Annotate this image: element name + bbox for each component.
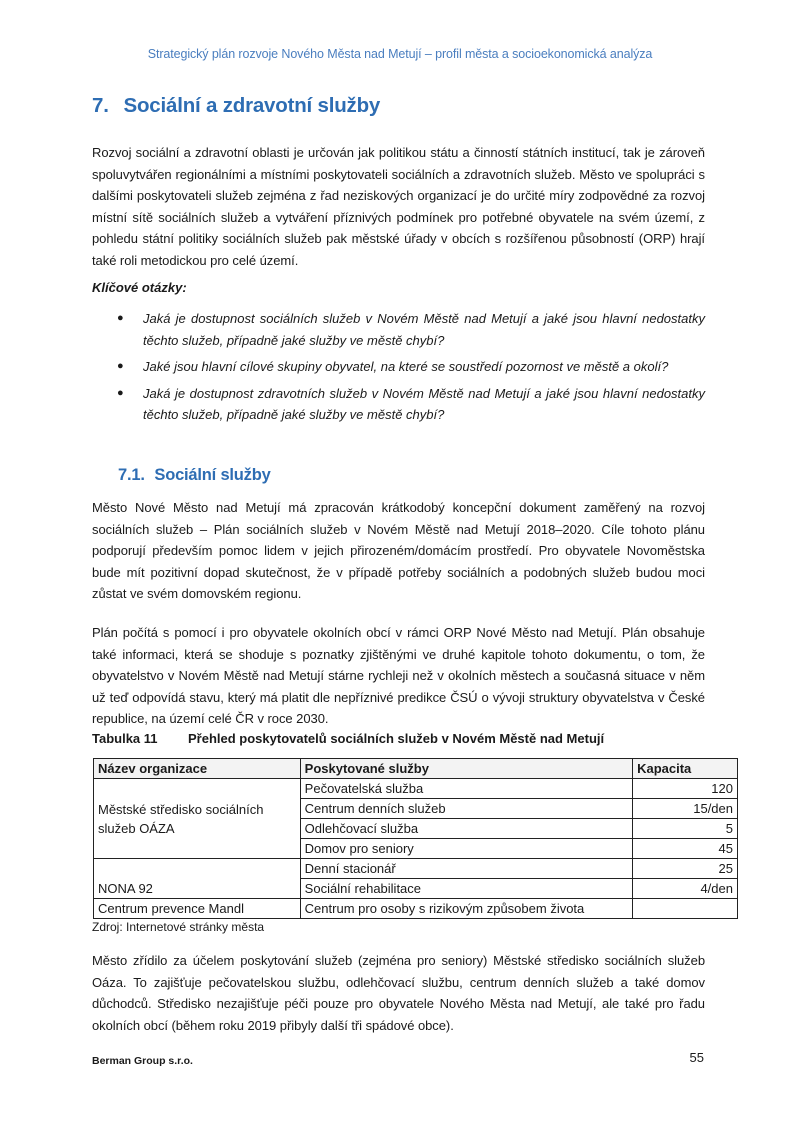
section-title: Sociální služby <box>154 466 271 484</box>
table-row <box>94 899 738 919</box>
service-cell: Pečovatelská služba <box>300 779 632 799</box>
capacity-cell: 5 <box>633 819 738 839</box>
key-question-item <box>92 308 705 351</box>
service-cell: Centrum pro osoby s rizikovým způsobem života <box>300 899 632 919</box>
key-questions-title: Klíčové otázky: <box>92 280 187 295</box>
capacity-cell: 15/den <box>633 799 738 819</box>
page-number: 55 <box>689 1050 704 1065</box>
section-paragraph-3: Město zřídilo za účelem poskytování služeb (zejména pro seniory) Městské středisko sociálních služeb Oáza. To zajišťuje pečovatelskou službu, odlehčovací službu, centrum denních služeb a také domov důchodců. Středisko nezajišťuje péči pouze pro obyvatele Nového Města nad Metují, ale také pro řadu okolních obcí (během roku 2019 přibyly další tři spádové obce). <box>92 953 705 1033</box>
key-questions-list <box>92 308 705 431</box>
key-question-text: Jaká je dostupnost sociálních služeb v Novém Městě nad Metují a jaké jsou hlavní nedostatky těchto služeb, případně jaké služby ve městě chybí? <box>143 311 705 348</box>
bullet-icon: ● <box>117 312 124 324</box>
organization-cell: Centrum prevence Mandl <box>94 899 301 919</box>
key-question-text: Jaké jsou hlavní cílové skupiny obyvatel, na které se soustředí pozornost ve městě a okolí? <box>143 359 669 375</box>
capacity-cell: 120 <box>633 779 738 799</box>
chapter-title: Sociální a zdravotní služby <box>123 94 381 117</box>
table-caption <box>92 731 604 746</box>
key-question-item <box>92 356 705 378</box>
providers-table <box>93 758 738 919</box>
section-paragraph-2: Plán počítá s pomocí i pro obyvatele okolních obcí v rámci ORP Nové Město nad Metují. Plán obsahuje také informaci, která se shoduje s poznatky zjištěnými ve druhé kapitole tohoto dokumentu, o tom, že obyvatelstvo v Novém Městě nad Metují stárne rychleji než v okolních městech a současná situace v něm už teď odpovídá stavu, který má platit dle nepříznivé predikce ČSÚ o vývoji struktury obyvatelstva v České republice, na území celé ČR v roce 2030. <box>92 625 705 727</box>
capacity-cell: 4/den <box>633 879 738 899</box>
chapter-intro-paragraph: Rozvoj sociální a zdravotní oblasti je určován jak politikou státu a činností státních institucí, tak je zároveň spoluvytvářen regionálními a místními poskytovateli sociálních a zdravotních služeb. Město ve spolupráci s dalšími poskytovateli služeb zejména z řad neziskových organizací je do určité míry zodpovědné za rozvoj místní sítě sociálních služeb a vytváření příznivých podmínek pro potřebné obyvatele na svém území, z pohledu státní politiky sociálních služeb pak městské úřady v obcích s rozšířenou působností (ORP) hrají také roli metodickou pro celé území. <box>92 145 705 268</box>
bullet-icon: ● <box>117 360 124 373</box>
column-header: Kapacita <box>633 759 738 779</box>
capacity-cell <box>633 899 738 919</box>
key-question-text: Jaká je dostupnost zdravotních služeb v Novém Městě nad Metují a jaké jsou hlavní nedostatky těchto služeb, případně jaké služby ve městě chybí? <box>143 385 705 423</box>
key-question-item <box>92 383 705 426</box>
organization-cell: Městské středisko sociálních služeb OÁZA <box>94 779 301 859</box>
chapter-heading <box>92 94 380 118</box>
column-header: Poskytované služby <box>300 759 632 779</box>
service-cell: Sociální rehabilitace <box>300 879 632 899</box>
table-number: Tabulka 11 <box>92 731 158 746</box>
section-paragraph-1: Město Nové Město nad Metují má zpracován krátkodobý koncepční dokument zaměřený na rozvoj sociálních služeb – Plán sociálních služeb v Novém Městě nad Metují 2018–2020. Cíle tohoto plánu podporují především pomoc lidem v jejich přirozeném/domácím prostředí. Pro obyvatele Novoměstska bude mít pozitivní dopad skutečnost, že v případě potřeby sociálních a podobných služeb budou moci zůstat ve svém domovském regionu. <box>92 500 705 602</box>
section-heading <box>118 466 271 485</box>
footer-company: Berman Group s.r.o. <box>92 1055 193 1067</box>
table-row <box>94 859 738 879</box>
service-cell: Odlehčovací služba <box>300 819 632 839</box>
column-header: Název organizace <box>94 759 301 779</box>
capacity-cell: 45 <box>633 839 738 859</box>
chapter-number: 7. <box>92 94 109 117</box>
service-cell: Domov pro seniory <box>300 839 632 859</box>
organization-cell: NONA 92 <box>94 859 301 899</box>
bullet-icon: ● <box>117 386 124 399</box>
table-source-note: Zdroj: Internetové stránky města <box>92 920 265 934</box>
section-number: 7.1. <box>118 466 145 484</box>
running-header: Strategický plán rozvoje Nového Města nad Metují – profil města a socioekonomická analýza <box>147 47 653 61</box>
service-cell: Denní stacionář <box>300 859 632 879</box>
capacity-cell: 25 <box>633 859 738 879</box>
table-row <box>94 779 738 799</box>
table-title: Přehled poskytovatelů sociálních služeb v Novém Městě nad Metují <box>188 731 605 746</box>
service-cell: Centrum denních služeb <box>300 799 632 819</box>
table-header-row <box>94 759 738 779</box>
